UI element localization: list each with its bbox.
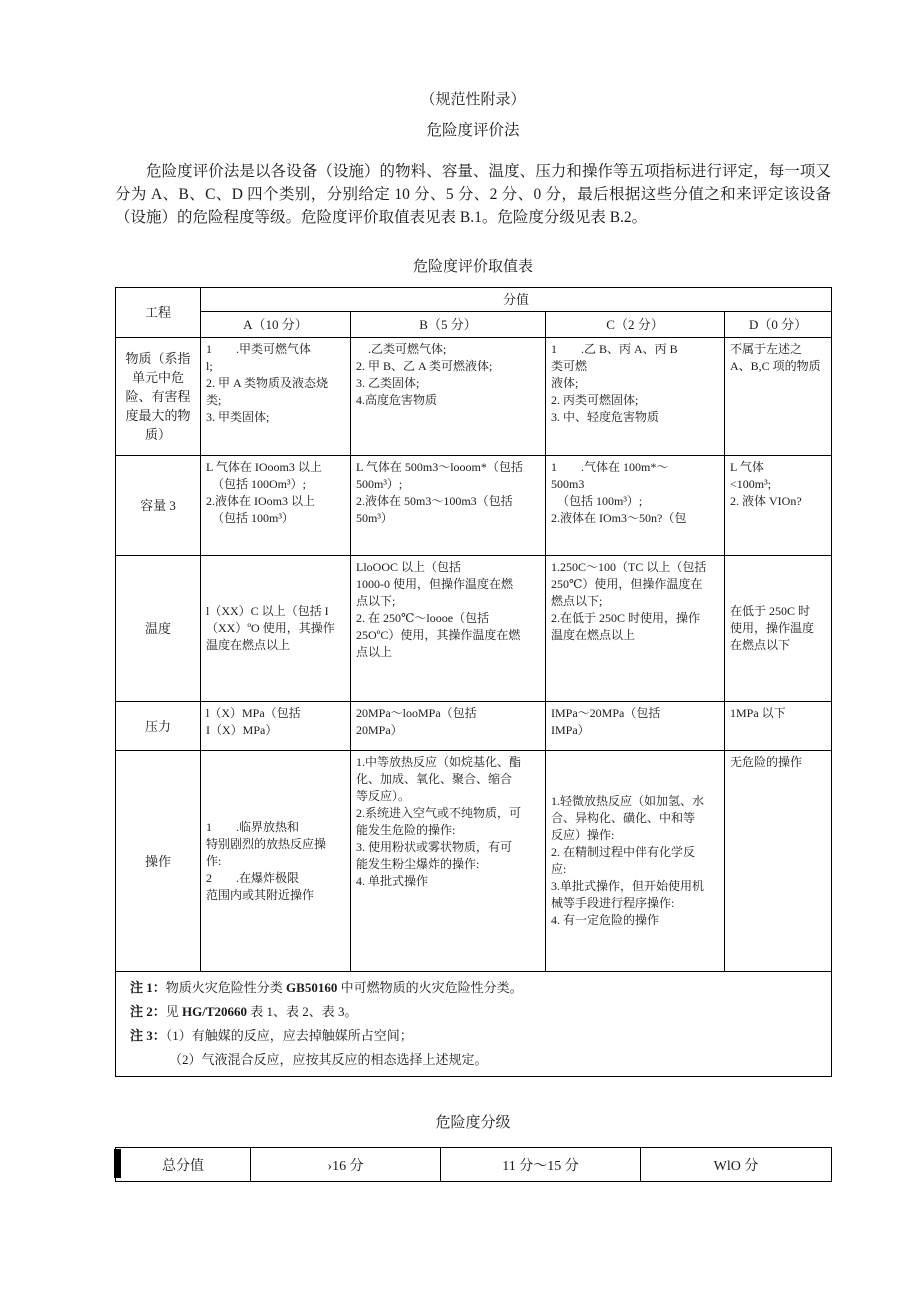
cell-operation-b: 1.中等放热反应（如烷基化、酯 化、加成、氧化、聚合、缩合 等反应）。 2.系统进入空气或不纯物质，可 能发生危险的操作: 3. 使用粉状或雾状物质，有可 能发生粉尘爆炸的操作: 4. 单批式操作 xyxy=(351,751,546,972)
note-1-ref: GB50160 xyxy=(286,980,338,995)
cell-total-score xyxy=(116,1148,251,1182)
note-3-label: 注 3： xyxy=(130,1028,166,1043)
cell-operation-c: 1.轻微放热反应（如加氢、水 合、异构化、磺化、中和等 反应）操作: 2. 在精制过程中伴有化学反 应: 3.单批式操作，但开始使用机 械等手段进行程序操作: 4. 有一定危险的操作 xyxy=(546,751,725,972)
row-label-operation: 操作 xyxy=(116,751,201,972)
cell-material-b: .乙类可燃气体; 2. 甲 B、乙 A 类可燃液体; 3. 乙类固体; 4.高度危害物质 xyxy=(351,338,546,456)
cell-temperature-b: LloOOC 以上（包括 1000-0 使用，但操作温度在燃 点以下; 2. 在 250℃～loooe（包括 25OºC）使用，其操作温度在燃 点以上 xyxy=(351,556,546,702)
risk-score-table xyxy=(115,287,832,1077)
row-label-temperature: 温度 xyxy=(116,556,201,702)
table-row-pressure xyxy=(116,702,832,751)
note-1-text-end: 中可燃物质的火灾危险性分类。 xyxy=(337,980,523,995)
note-line-4 xyxy=(130,1048,817,1072)
document-title: 危险度评价法 xyxy=(426,122,520,139)
note-2-text-end: 表 1、表 2、表 3。 xyxy=(247,1004,358,1019)
cell-pressure-d: 1MPa 以下 xyxy=(725,702,832,751)
cell-pressure-a: l（X）MPa（包括 I（X）MPa） xyxy=(201,702,351,751)
page-content xyxy=(115,0,831,1182)
header-cell-project: 工程 xyxy=(116,288,201,338)
cell-operation-a: 1 .临界放热和 特别剧烈的放热反应操 作: 2 .在爆炸极限 范围内或其附近操作 xyxy=(201,751,351,972)
note-line-2 xyxy=(130,1000,817,1024)
risk-grade-table xyxy=(115,1147,832,1182)
cell-capacity-b: L 气体在 500m3～looom*（包括 500m³）; 2.液体在 50m3～100m3（包括 50m³） xyxy=(351,456,546,556)
header-row-score xyxy=(116,288,832,312)
cell-temperature-a: l（XX）C 以上（包括 I （XX）ºO 使用，其操作 温度在燃点以上 xyxy=(201,556,351,702)
cell-material-a: 1 .甲类可燃气体 l; 2. 甲 A 类物质及液态烧 类; 3. 甲类固体; xyxy=(201,338,351,456)
intro-paragraph: 危险度评价法是以各设备（设施）的物料、容量、温度、压力和操作等五项指标进行评定，每一项又分为 A、B、C、D 四个类别，分别给定 10 分、5 分、2 分、0 分，最后根据这些分值之和来评定该设备（设施）的危险程度等级。危险度评价取值表见表 B.1。危险度分级见表 B.2。 xyxy=(115,163,831,226)
note-2-label: 注 2： xyxy=(130,1004,166,1019)
cell-pressure-c: IMPa～20MPa（包括 IMPa） xyxy=(546,702,725,751)
note-1-text: 物质火灾危险性分类 xyxy=(165,980,287,995)
scan-artifact xyxy=(114,1149,121,1178)
cell-capacity-a: L 气体在 IOoom3 以上 （包括 100Om³）; 2.液体在 IOom3 以上 （包括 100m³） xyxy=(201,456,351,556)
cell-score-range-low: WlO 分 xyxy=(641,1148,832,1182)
note-3-text: （1）有触媒的反应，应去掉触媒所占空间； xyxy=(165,1028,413,1043)
cell-score-range-high: ›16 分 xyxy=(251,1148,441,1182)
header-cell-grade-a: A（10 分） xyxy=(201,312,351,338)
note-line-3 xyxy=(130,1024,817,1048)
row-label-material: 物质（系指单元中危险、有害程度最大的物质） xyxy=(116,338,201,456)
note-2-ref: HG/T20660 xyxy=(182,1004,248,1019)
header-cell-grade-d: D（0 分） xyxy=(725,312,832,338)
grade-table-row xyxy=(116,1148,832,1182)
header-cell-grade-c: C（2 分） xyxy=(546,312,725,338)
header-cell-score: 分值 xyxy=(201,288,832,312)
cell-material-d: 不属于左述之 A、B,C 项的物质 xyxy=(725,338,832,456)
table-row-notes xyxy=(116,972,832,1077)
note-1-label: 注 1： xyxy=(130,980,166,995)
table-row-material xyxy=(116,338,832,456)
cell-temperature-d: 在低于 250C 时 使用，操作温度 在燃点以下 xyxy=(725,556,832,702)
table-row-capacity xyxy=(116,456,832,556)
cell-material-c: 1 .乙 B、丙 A、丙 B 类可燃 液体; 2. 丙类可燃固体; 3. 中、轻度危害物质 xyxy=(546,338,725,456)
cell-score-range-mid: 11 分～15 分 xyxy=(441,1148,641,1182)
header-row-grades xyxy=(116,312,832,338)
table-row-temperature xyxy=(116,556,832,702)
header-cell-grade-b: B（5 分） xyxy=(351,312,546,338)
note-2-text: 见 xyxy=(165,1004,183,1019)
table1-title: 危险度评价取值表 xyxy=(412,259,533,275)
table2-title: 危险度分级 xyxy=(435,1115,511,1131)
cell-temperature-c: 1.250C～100（TC 以上（包括 250℃）使用，但操作温度在 燃点以下; 2.在低于 250C 时使用，操作 温度在燃点以上 xyxy=(546,556,725,702)
row-label-capacity: 容量 3 xyxy=(116,456,201,556)
note-4-text: （2）气液混合反应，应按其反应的相态选择上述规定。 xyxy=(169,1052,488,1067)
cell-capacity-c: 1 .气体在 100m*～ 500m3 （包括 100m³）; 2.液体在 IOm3～50n?（包 xyxy=(546,456,725,556)
cell-capacity-d: L 气体 <100m³; 2. 液体 VIOn? xyxy=(725,456,832,556)
table-row-operation xyxy=(116,751,832,972)
row-label-pressure: 压力 xyxy=(116,702,201,751)
appendix-label: （规范性附录） xyxy=(420,92,526,108)
total-score-label: 总分值 xyxy=(162,1158,204,1174)
cell-pressure-b: 20MPa～looMPa（包括 20MPa） xyxy=(351,702,546,751)
note-line-1 xyxy=(130,976,817,1000)
notes-cell xyxy=(116,972,832,1077)
cell-operation-d: 无危险的操作 xyxy=(725,751,832,972)
